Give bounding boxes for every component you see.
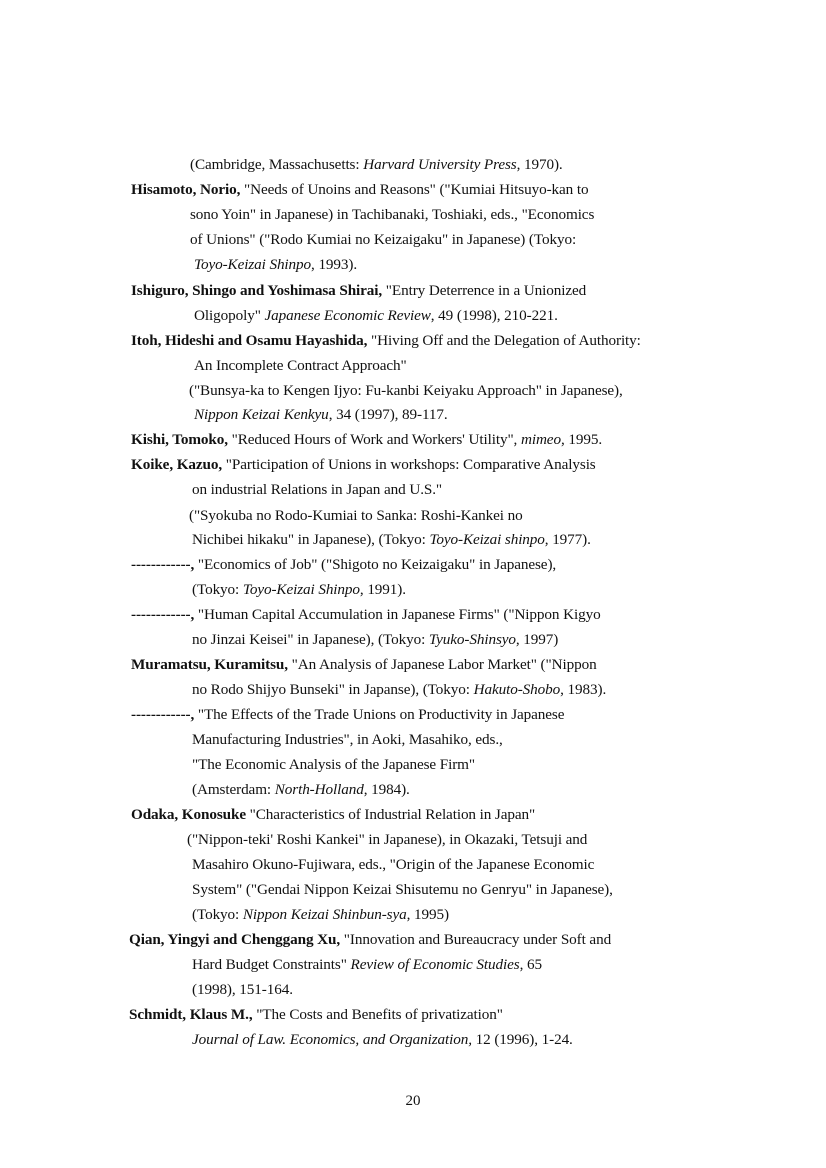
reference-author: ------------, — [131, 706, 195, 723]
reference-entry-ishiguro: Ishiguro, Shingo and Yoshimasa Shirai, "Entry Deterrence in a Unionized — [131, 282, 587, 299]
reference-entry-kishi: Kishi, Tomoko, "Reduced Hours of Work and Workers' Utility", mimeo, 1995. — [131, 431, 603, 448]
reference-entry-odaka: Odaka, Konosuke "Characteristics of Industrial Relation in Japan" — [131, 806, 536, 823]
reference-entry-muramatsu: Muramatsu, Kuramitsu, "An Analysis of Japanese Labor Market" ("Nippon — [131, 656, 597, 673]
reference-entry-koike: Koike, Kazuo, "Participation of Unions in workshops: Comparative Analysis — [131, 456, 596, 473]
reference-line: (Tokyo: Nippon Keizai Shinbun-sya, 1995) — [192, 906, 449, 923]
reference-line: Journal of Law. Economics, and Organization, 12 (1996), 1-24. — [192, 1031, 573, 1048]
reference-line: "The Economic Analysis of the Japanese Firm" — [192, 756, 475, 773]
reference-author: Qian, Yingyi and Chenggang Xu, — [129, 931, 341, 948]
reference-entry-schmidt: Schmidt, Klaus M., "The Costs and Benefits of privatization" — [129, 1006, 503, 1023]
reference-line: (1998), 151-164. — [192, 981, 293, 998]
reference-author: ------------, — [131, 606, 195, 623]
reference-line: no Jinzai Keisei" in Japanese), (Tokyo: Tyuko-Shinsyo, 1997) — [192, 631, 559, 648]
reference-entry-qian: Qian, Yingyi and Chenggang Xu, "Innovation and Bureaucracy under Soft and — [129, 931, 612, 948]
reference-line: Nichibei hikaku" in Japanese), (Tokyo: Toyo-Keizai shinpo, 1977). — [192, 531, 591, 548]
reference-author: Koike, Kazuo, — [131, 456, 223, 473]
page-number: 20 — [405, 1093, 421, 1109]
reference-line: Hard Budget Constraints" Review of Economic Studies, 65 — [192, 956, 542, 973]
reference-line: no Rodo Shijyo Bunseki" in Japanse), (Tokyo: Hakuto-Shobo, 1983). — [192, 681, 607, 698]
reference-author: Muramatsu, Kuramitsu, — [131, 656, 288, 673]
reference-author: Odaka, Konosuke — [131, 806, 246, 823]
reference-author: Ishiguro, Shingo and Yoshimasa Shirai, — [131, 282, 383, 299]
reference-line: (Tokyo: Toyo-Keizai Shinpo, 1991). — [192, 581, 406, 598]
reference-line: Oligopoly" Japanese Economic Review, 49 (1998), 210-221. — [194, 307, 558, 324]
reference-entry-itoh: Itoh, Hideshi and Osamu Hayashida, "Hiving Off and the Delegation of Authority: — [131, 332, 641, 349]
reference-line: ("Nippon-teki' Roshi Kankei" in Japanese), in Okazaki, Tetsuji and — [187, 831, 588, 848]
reference-line: Nippon Keizai Kenkyu, 34 (1997), 89-117. — [194, 406, 448, 423]
reference-entry-koike-2: ------------, "Economics of Job" ("Shigoto no Keizaigaku" in Japanese), — [131, 556, 557, 573]
reference-line: System" ("Gendai Nippon Keizai Shisutemu no Genryu" in Japanese), — [192, 881, 613, 898]
reference-author: Schmidt, Klaus M., — [129, 1006, 253, 1023]
reference-author: ------------, — [131, 556, 195, 573]
reference-line: Toyo-Keizai Shinpo, 1993). — [194, 256, 358, 273]
reference-entry-muramatsu-2: ------------, "The Effects of the Trade Unions on Productivity in Japanese — [131, 706, 565, 723]
reference-entry-hisamoto: Hisamoto, Norio, "Needs of Unoins and Reasons" ("Kumiai Hitsuyo-kan to — [131, 181, 589, 198]
reference-line: (Amsterdam: North-Holland, 1984). — [192, 781, 410, 798]
reference-author: Hisamoto, Norio, — [131, 181, 241, 198]
reference-author: Itoh, Hideshi and Osamu Hayashida, — [131, 332, 368, 349]
reference-line: ("Bunsya-ka to Kengen Ijyo: Fu-kanbi Keiyaku Approach" in Japanese), — [189, 382, 623, 399]
reference-line: An Incomplete Contract Approach" — [194, 357, 407, 374]
reference-line: sono Yoin" in Japanese) in Tachibanaki, Toshiaki, eds., "Economics — [190, 206, 595, 223]
reference-line: (Cambridge, Massachusetts: Harvard University Press, 1970). — [190, 156, 563, 173]
reference-line: Masahiro Okuno-Fujiwara, eds., "Origin of the Japanese Economic — [192, 856, 595, 873]
reference-line: ("Syokuba no Rodo-Kumiai to Sanka: Roshi-Kankei no — [189, 507, 523, 524]
reference-line: Manufacturing Industries", in Aoki, Masahiko, eds., — [192, 731, 503, 748]
reference-line: on industrial Relations in Japan and U.S." — [192, 481, 443, 498]
reference-entry-koike-3: ------------, "Human Capital Accumulation in Japanese Firms" ("Nippon Kigyo — [131, 606, 601, 623]
reference-line: of Unions" ("Rodo Kumiai no Keizaigaku" in Japanese) (Tokyo: — [190, 231, 577, 248]
reference-author: Kishi, Tomoko, — [131, 431, 228, 448]
